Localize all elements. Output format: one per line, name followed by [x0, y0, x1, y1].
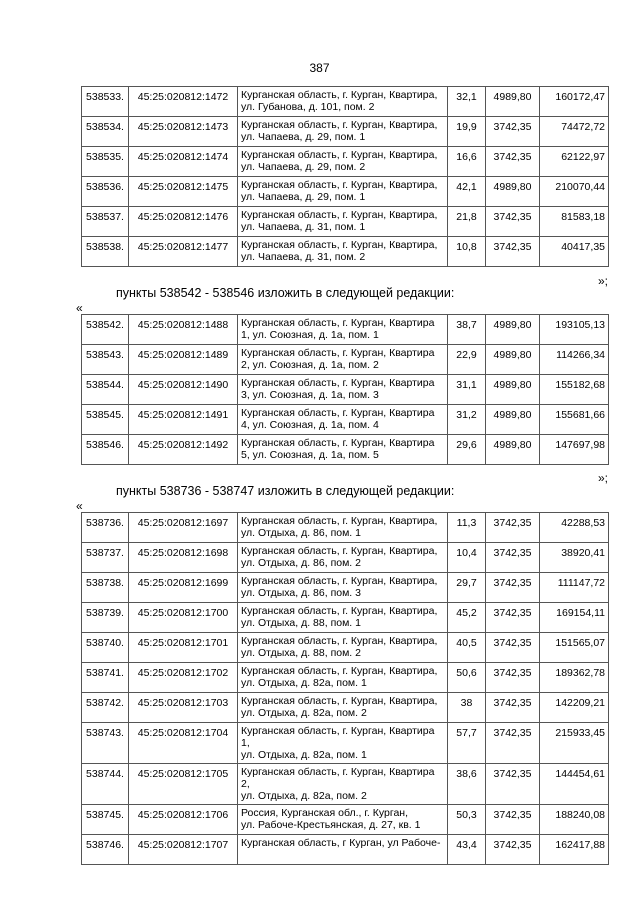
cadastral-cost: 215933,45: [540, 723, 609, 764]
area-value: 29,7: [448, 573, 486, 603]
address-line-1: Курганская область, г. Курган, Квартира,: [241, 89, 438, 101]
price-per-sqm: 3742,35: [486, 147, 540, 177]
cadastral-number: 45:25:020812:1703: [129, 693, 238, 723]
table-row: [82, 147, 609, 177]
table-row: [82, 805, 609, 835]
item-number: 538739.: [82, 603, 129, 633]
area-value: 32,1: [448, 87, 486, 117]
item-number: 538534.: [82, 117, 129, 147]
item-number: 538543.: [82, 345, 129, 375]
cadastral-number: 45:25:020812:1490: [129, 375, 238, 405]
address-line-2: 5, ул. Союзная, д. 1а, пом. 5: [241, 449, 379, 461]
item-number: 538538.: [82, 237, 129, 267]
cadastral-number: 45:25:020812:1699: [129, 573, 238, 603]
price-per-sqm: 3742,35: [486, 543, 540, 573]
address-cell: [238, 435, 448, 465]
table-row: [82, 117, 609, 147]
address-line-1: Курганская область, г. Курган, Квартира,: [241, 545, 438, 557]
address-cell: [238, 315, 448, 345]
address-line-2: ул. Отдыха, д. 82а, пом. 2: [241, 707, 367, 719]
item-number: 538536.: [82, 177, 129, 207]
cadastral-cost: 142209,21: [540, 693, 609, 723]
item-number: 538745.: [82, 805, 129, 835]
item-number: 538738.: [82, 573, 129, 603]
address-line-2: ул. Отдыха, д. 82а, пом. 1: [241, 677, 367, 689]
section-intro-2: пункты 538542 - 538546 изложить в следующей редакции:: [116, 286, 455, 300]
cadastral-cost: 42288,53: [540, 513, 609, 543]
section-intro-3: пункты 538736 - 538747 изложить в следующей редакции:: [116, 484, 455, 498]
cadastral-number: 45:25:020812:1476: [129, 207, 238, 237]
address-cell: [238, 345, 448, 375]
area-value: 11,3: [448, 513, 486, 543]
price-per-sqm: 3742,35: [486, 835, 540, 865]
address-cell: [238, 207, 448, 237]
price-per-sqm: 4989,80: [486, 315, 540, 345]
address-cell: [238, 237, 448, 267]
price-per-sqm: 3742,35: [486, 117, 540, 147]
table-row: [82, 405, 609, 435]
cadastral-number: 45:25:020812:1704: [129, 723, 238, 764]
item-number: 538545.: [82, 405, 129, 435]
address-cell: [238, 147, 448, 177]
address-line-1: Курганская область, г. Курган, Квартира,: [241, 149, 438, 161]
area-value: 38: [448, 693, 486, 723]
address-line-1: Курганская область, г. Курган, Квартира 2,: [241, 766, 435, 790]
address-line-1: Курганская область, г. Курган, Квартира: [241, 377, 435, 389]
table-row: [82, 177, 609, 207]
address-line-1: Курганская область, г. Курган, Квартира,: [241, 635, 438, 647]
cadastral-number: 45:25:020812:1492: [129, 435, 238, 465]
address-line-2: ул. Отдыха, д. 88, пом. 2: [241, 647, 361, 659]
address-line-2: 2, ул. Союзная, д. 1а, пом. 2: [241, 359, 379, 371]
area-value: 57,7: [448, 723, 486, 764]
address-cell: [238, 723, 448, 764]
table-row: [82, 633, 609, 663]
area-value: 31,1: [448, 375, 486, 405]
cadastral-number: 45:25:020812:1488: [129, 315, 238, 345]
item-number: 538744.: [82, 764, 129, 805]
address-line-1: Курганская область, г. Курган, Квартира,: [241, 665, 438, 677]
address-line-1: Курганская область, г. Курган, Квартира,: [241, 695, 438, 707]
cadastral-number: 45:25:020812:1705: [129, 764, 238, 805]
closing-quote-1: »;: [597, 274, 608, 288]
price-per-sqm: 3742,35: [486, 723, 540, 764]
register-table-1: [81, 86, 609, 267]
address-line-2: ул. Отдыха, д. 88, пом. 1: [241, 617, 361, 629]
area-value: 29,6: [448, 435, 486, 465]
address-line-1: Курганская область, г. Курган, Квартира,: [241, 239, 438, 251]
table-row: [82, 603, 609, 633]
cadastral-cost: 111147,72: [540, 573, 609, 603]
address-line-2: ул. Отдыха, д. 86, пом. 3: [241, 587, 361, 599]
address-cell: [238, 805, 448, 835]
item-number: 538746.: [82, 835, 129, 865]
price-per-sqm: 3742,35: [486, 207, 540, 237]
address-line-1: Курганская область, г. Курган, Квартира,: [241, 515, 438, 527]
area-value: 40,5: [448, 633, 486, 663]
table-row: [82, 513, 609, 543]
cadastral-cost: 81583,18: [540, 207, 609, 237]
address-line-2: ул. Отдыха, д. 86, пом. 2: [241, 557, 361, 569]
cadastral-number: 45:25:020812:1489: [129, 345, 238, 375]
cadastral-number: 45:25:020812:1701: [129, 633, 238, 663]
page-number: 387: [309, 61, 330, 75]
area-value: 22,9: [448, 345, 486, 375]
cadastral-number: 45:25:020812:1474: [129, 147, 238, 177]
cadastral-cost: 114266,34: [540, 345, 609, 375]
area-value: 10,4: [448, 543, 486, 573]
cadastral-cost: 160172,47: [540, 87, 609, 117]
address-line-2: ул. Чапаева, д. 31, пом. 1: [241, 221, 366, 233]
cadastral-cost: 74472,72: [540, 117, 609, 147]
address-line-2: ул. Рабоче-Крестьянская, д. 27, кв. 1: [241, 819, 421, 831]
address-cell: [238, 573, 448, 603]
price-per-sqm: 3742,35: [486, 633, 540, 663]
address-cell: [238, 117, 448, 147]
table-row: [82, 764, 609, 805]
cadastral-cost: 151565,07: [540, 633, 609, 663]
cadastral-number: 45:25:020812:1707: [129, 835, 238, 865]
address-line-2: ул. Отдыха, д. 82а, пом. 2: [241, 790, 367, 802]
address-line-1: Курганская область, г. Курган, Квартира,: [241, 209, 438, 221]
cadastral-cost: 155182,68: [540, 375, 609, 405]
address-line-2: 1, ул. Союзная, д. 1а, пом. 1: [241, 329, 379, 341]
item-number: 538535.: [82, 147, 129, 177]
cadastral-number: 45:25:020812:1475: [129, 177, 238, 207]
address-line-1: Курганская область, г. Курган, Квартира: [241, 437, 435, 449]
cadastral-number: 45:25:020812:1472: [129, 87, 238, 117]
address-line-1: Курганская область, г. Курган, Квартира,: [241, 119, 438, 131]
opening-quote-2: «: [76, 301, 83, 315]
address-line-2: ул. Чапаева, д. 29, пом. 2: [241, 161, 366, 173]
address-line-1: Курганская область, г. Курган, Квартира,: [241, 179, 438, 191]
item-number: 538740.: [82, 633, 129, 663]
address-line-2: ул. Чапаева, д. 29, пом. 1: [241, 191, 366, 203]
price-per-sqm: 4989,80: [486, 375, 540, 405]
cadastral-cost: 147697,98: [540, 435, 609, 465]
address-line-1: Курганская область, г. Курган, Квартира,: [241, 605, 438, 617]
address-cell: [238, 543, 448, 573]
price-per-sqm: 3742,35: [486, 693, 540, 723]
area-value: 43,4: [448, 835, 486, 865]
cadastral-number: 45:25:020812:1702: [129, 663, 238, 693]
price-per-sqm: 3742,35: [486, 603, 540, 633]
item-number: 538737.: [82, 543, 129, 573]
item-number: 538537.: [82, 207, 129, 237]
price-per-sqm: 3742,35: [486, 805, 540, 835]
cadastral-cost: 193105,13: [540, 315, 609, 345]
address-cell: [238, 603, 448, 633]
address-line-1: Курганская область, г. Курган, Квартира: [241, 317, 435, 329]
area-value: 31,2: [448, 405, 486, 435]
table-row: [82, 543, 609, 573]
price-per-sqm: 4989,80: [486, 87, 540, 117]
address-cell: [238, 177, 448, 207]
cadastral-cost: 210070,44: [540, 177, 609, 207]
price-per-sqm: 3742,35: [486, 513, 540, 543]
item-number: 538533.: [82, 87, 129, 117]
address-line-2: 4, ул. Союзная, д. 1а, пом. 4: [241, 419, 379, 431]
address-cell: [238, 87, 448, 117]
address-cell: [238, 835, 448, 865]
table-row: [82, 573, 609, 603]
cadastral-number: 45:25:020812:1491: [129, 405, 238, 435]
item-number: 538736.: [82, 513, 129, 543]
cadastral-cost: 155681,66: [540, 405, 609, 435]
item-number: 538546.: [82, 435, 129, 465]
area-value: 38,7: [448, 315, 486, 345]
area-value: 21,8: [448, 207, 486, 237]
area-value: 38,6: [448, 764, 486, 805]
table-row: [82, 315, 609, 345]
register-table-3: [81, 512, 609, 865]
address-cell: [238, 764, 448, 805]
price-per-sqm: 3742,35: [486, 237, 540, 267]
address-line-2: ул. Отдыха, д. 86, пом. 1: [241, 527, 361, 539]
address-line-1: Курганская область, г. Курган, Квартира: [241, 347, 435, 359]
closing-quote-2: »;: [597, 471, 608, 485]
address-line-2: ул. Отдыха, д. 82а, пом. 1: [241, 749, 367, 761]
cadastral-cost: 189362,78: [540, 663, 609, 693]
address-line-2: 3, ул. Союзная, д. 1а, пом. 3: [241, 389, 379, 401]
table-row: [82, 375, 609, 405]
cadastral-number: 45:25:020812:1473: [129, 117, 238, 147]
price-per-sqm: 3742,35: [486, 573, 540, 603]
cadastral-cost: 62122,97: [540, 147, 609, 177]
table-row: [82, 87, 609, 117]
item-number: 538742.: [82, 693, 129, 723]
cadastral-number: 45:25:020812:1698: [129, 543, 238, 573]
area-value: 50,6: [448, 663, 486, 693]
area-value: 19,9: [448, 117, 486, 147]
cadastral-number: 45:25:020812:1477: [129, 237, 238, 267]
address-line-1: Курганская область, г Курган, ул Рабоче-: [241, 837, 441, 849]
address-line-2: ул. Чапаева, д. 29, пом. 1: [241, 131, 366, 143]
cadastral-cost: 38920,41: [540, 543, 609, 573]
address-cell: [238, 375, 448, 405]
address-cell: [238, 693, 448, 723]
cadastral-cost: 40417,35: [540, 237, 609, 267]
area-value: 10,8: [448, 237, 486, 267]
price-per-sqm: 4989,80: [486, 405, 540, 435]
address-line-1: Курганская область, г. Курган, Квартира,: [241, 575, 438, 587]
area-value: 42,1: [448, 177, 486, 207]
address-line-1: Россия, Курганская обл., г. Курган,: [241, 807, 408, 819]
address-line-1: Курганская область, г. Курган, Квартира 1,: [241, 725, 435, 749]
address-line-2: ул. Чапаева, д. 31, пом. 2: [241, 251, 366, 263]
cadastral-number: 45:25:020812:1700: [129, 603, 238, 633]
table-row: [82, 693, 609, 723]
register-table-2: [81, 314, 609, 465]
table-row: [82, 435, 609, 465]
cadastral-number: 45:25:020812:1706: [129, 805, 238, 835]
price-per-sqm: 4989,80: [486, 345, 540, 375]
cadastral-cost: 144454,61: [540, 764, 609, 805]
table-row: [82, 237, 609, 267]
address-cell: [238, 513, 448, 543]
price-per-sqm: 4989,80: [486, 435, 540, 465]
table-row: [82, 723, 609, 764]
address-cell: [238, 633, 448, 663]
table-row: [82, 835, 609, 865]
price-per-sqm: 4989,80: [486, 177, 540, 207]
address-cell: [238, 663, 448, 693]
item-number: 538741.: [82, 663, 129, 693]
cadastral-number: 45:25:020812:1697: [129, 513, 238, 543]
area-value: 50,3: [448, 805, 486, 835]
table-row: [82, 663, 609, 693]
area-value: 16,6: [448, 147, 486, 177]
cadastral-cost: 188240,08: [540, 805, 609, 835]
address-cell: [238, 405, 448, 435]
address-line-2: ул. Губанова, д. 101, пом. 2: [241, 101, 375, 113]
opening-quote-3: «: [76, 499, 83, 513]
price-per-sqm: 3742,35: [486, 764, 540, 805]
address-line-1: Курганская область, г. Курган, Квартира: [241, 407, 435, 419]
cadastral-cost: 169154,11: [540, 603, 609, 633]
price-per-sqm: 3742,35: [486, 663, 540, 693]
item-number: 538542.: [82, 315, 129, 345]
item-number: 538743.: [82, 723, 129, 764]
cadastral-cost: 162417,88: [540, 835, 609, 865]
table-row: [82, 345, 609, 375]
item-number: 538544.: [82, 375, 129, 405]
area-value: 45,2: [448, 603, 486, 633]
table-row: [82, 207, 609, 237]
